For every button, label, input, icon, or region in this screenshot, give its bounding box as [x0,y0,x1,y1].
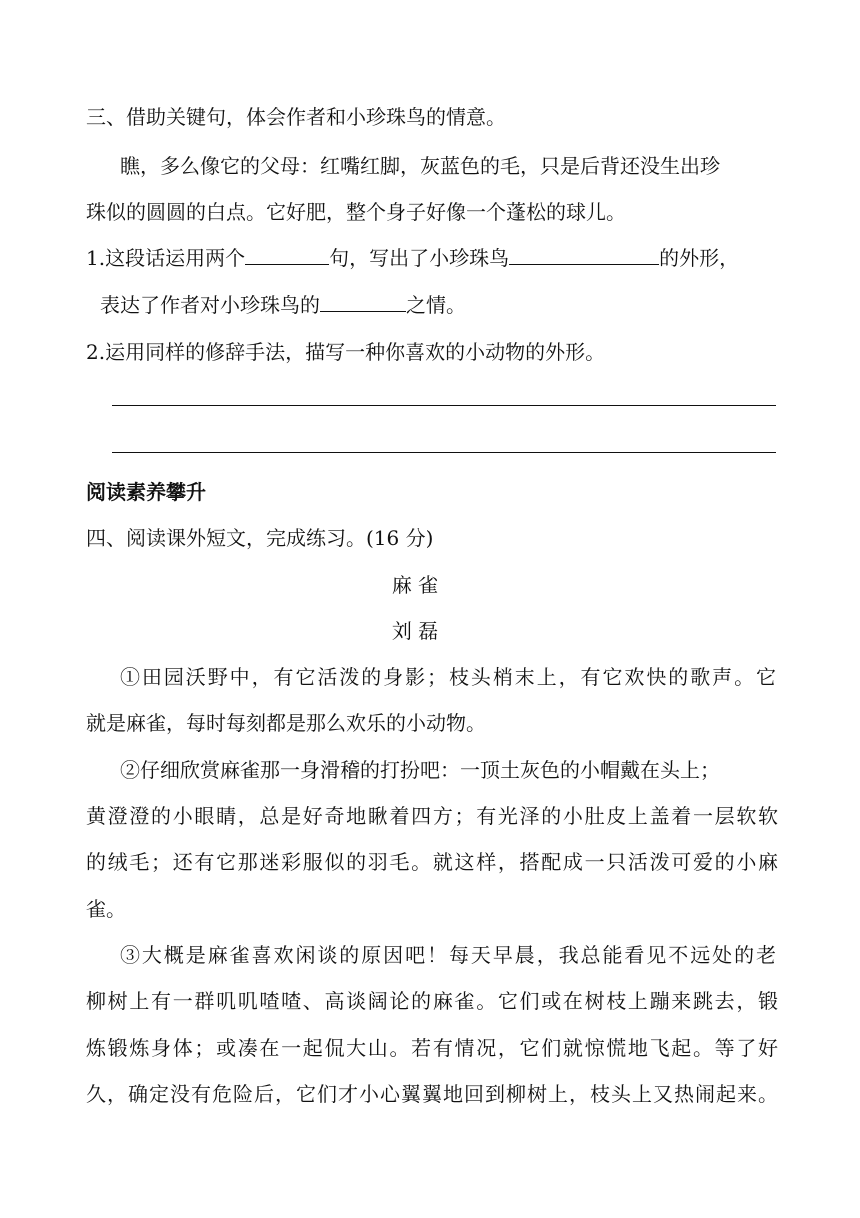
passage-line: 珠似的圆圆的白点。它好肥，整个身子好像一个蓬松的球儿。 [86,200,626,224]
answer-blank[interactable] [509,244,659,265]
question-1-text: 1.这段话运用两个 [86,246,246,270]
answer-writing-line[interactable] [112,452,776,453]
paragraph-line: 柳树上有一群叽叽喳喳、高谈阔论的麻雀。它们或在树枝上蹦来跳去，锻 [86,989,778,1013]
question-1-continued [100,290,466,320]
question-1-text: 表达了作者对小珍珠鸟的 [100,293,320,317]
passage-line: 瞧，多么像它的父母：红嘴红脚，灰蓝色的毛，只是后背还没生出珍 [120,154,720,178]
question-2: 2.运用同样的修辞手法，描写一种你喜欢的小动物的外形。 [86,340,606,364]
paragraph-line: 的绒毛；还有它那迷彩服似的羽毛。就这样，搭配成一只活泼可爱的小麻 [86,850,778,874]
paragraph-line: 就是麻雀，每时每刻都是那么欢乐的小动物。 [86,711,486,735]
paragraph-line: 黄澄澄的小眼睛，总是好奇地瞅着四方；有光泽的小肚皮上盖着一层软软 [86,804,778,828]
paragraph-line: ②仔细欣赏麻雀那一身滑稽的打扮吧：一顶土灰色的小帽戴在头上； [120,758,720,782]
section3-title: 三、借助关键句，体会作者和小珍珠鸟的情意。 [86,105,506,129]
paragraph-line: 久，确定没有危险后，它们才小心翼翼地回到柳树上，枝头上又热闹起来。 [86,1082,778,1106]
answer-blank[interactable] [245,244,329,265]
answer-blank[interactable] [320,291,406,312]
paragraph-line: 炼锻炼身体；或凑在一起侃大山。若有情况，它们就惊慌地飞起。等了好 [86,1036,778,1060]
paragraph-line: ③大概是麻雀喜欢闲谈的原因吧！每天早晨，我总能看见不远处的老 [120,943,776,967]
section-heading: 阅读素养攀升 [86,480,206,504]
question-1-text: 之情。 [406,293,466,317]
paragraph-line: 雀。 [86,897,126,921]
answer-writing-line[interactable] [112,405,776,406]
question-1-text: 的外形， [659,246,740,270]
article-title: 麻 雀 [391,573,439,597]
paragraph-line: ①田园沃野中，有它活泼的身影；枝头梢末上，有它欢快的歌声。它 [120,665,776,689]
article-author: 刘 磊 [391,619,439,643]
question-1-text: 句，写出了小珍珠鸟 [329,246,510,270]
question-1 [86,243,739,273]
section4-title: 四、阅读课外短文，完成练习。(16 分) [86,526,434,550]
